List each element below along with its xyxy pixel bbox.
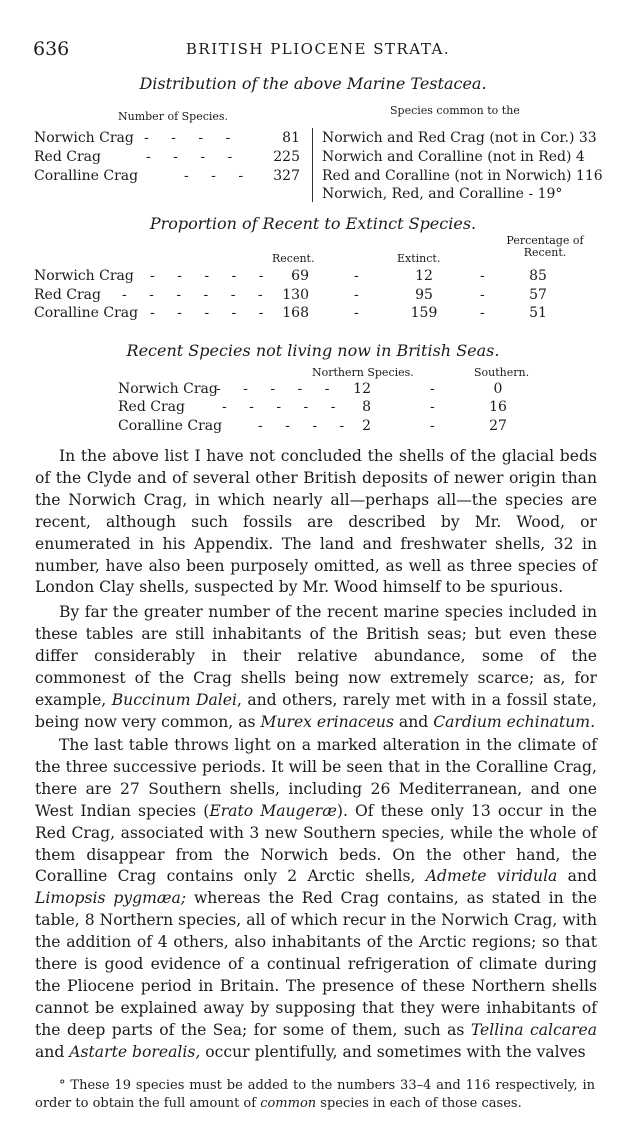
crag-name: Coralline Crag bbox=[34, 305, 139, 321]
body-paragraph bbox=[35, 602, 597, 733]
running-title: BRITISH PLIOCENE STRATA. bbox=[185, 40, 451, 58]
separator-dash: - bbox=[480, 287, 485, 303]
leader-dots: - - - bbox=[184, 168, 253, 184]
paragraph-text: The last table throws light on a marked alteration in the climate of the three successive periods. It will be seen that in the Coralline Crag, there are 27 Southern shells, including 26 Mediterranean, and one West Indian species (Erato Maugeræ). Of these only 13 occur in the Red Crag, associated with 3 new Southern species, while the whole of them disappear from the Norwich beds. On the other hand, the Coralline Crag contains only 2 Arctic shells, Admete viridula and Limopsis pygmæa; whereas the Red Crag contains, as stated in the table, 8 Northern species, all of which recur in the Norwich Crag, with the addition of 4 others, also inhabitants of the Arctic regions; so that there is good evidence of a continual refrigeration of climate during the Pliocene period in Britain. The presence of these Northern shells cannot be explained away by supposing that they were inhabitants of the deep parts of the Sea; for some of them, such as Tellina calcarea and Astarte borealis, occur plentifully, and sometimes with the valves bbox=[35, 736, 598, 1061]
common-species: Red and Coralline (not in Norwich) 116 bbox=[322, 168, 603, 184]
southern-count: 16 bbox=[489, 399, 507, 415]
page-number: 636 bbox=[33, 38, 70, 60]
northern-count: 12 bbox=[353, 381, 371, 397]
crag-name: Coralline Crag bbox=[34, 168, 139, 184]
recent-percentage: 57 bbox=[529, 287, 547, 303]
extinct-count: 12 bbox=[415, 268, 433, 284]
table1-right-header: Species common to the bbox=[390, 104, 520, 117]
body-paragraph bbox=[35, 446, 597, 599]
separator-dash: - bbox=[354, 287, 359, 303]
recent-percentage: 51 bbox=[529, 305, 547, 321]
extinct-count: 95 bbox=[415, 287, 433, 303]
paragraph-text: In the above list I have not concluded the shells of the glacial beds of the Clyde and of several other British deposits of newer origin than the Norwich Crag, in which nearly all—perhaps all—the species are recent, although such fossils are described by Mr. Wood, or enumerated in his Appendix. The land and freshwater shells, 32 in number, have also been purposely omitted, as well as three species of London Clay shells, suspected by Mr. Wood himself to be spurious. bbox=[35, 447, 597, 597]
table3-header-southern: Southern. bbox=[474, 366, 530, 379]
crag-name: Norwich Crag bbox=[34, 268, 134, 284]
separator-dash: - bbox=[480, 268, 485, 284]
southern-count: 0 bbox=[493, 381, 503, 397]
crag-name: Red Crag bbox=[34, 149, 101, 165]
southern-count: 27 bbox=[489, 418, 507, 434]
column-divider bbox=[312, 128, 313, 202]
table1-left-header: Number of Species. bbox=[118, 110, 229, 123]
recent-count: 130 bbox=[282, 287, 309, 303]
separator-dash: - bbox=[430, 418, 435, 434]
common-species: Norwich and Coralline (not in Red) 4 bbox=[322, 149, 585, 165]
species-name: Erato Maugeræ bbox=[209, 801, 337, 820]
leader-dots: - - - - bbox=[258, 418, 354, 434]
leader-dots: - - - - - bbox=[216, 381, 339, 397]
species-name: Buccinum Dalei bbox=[111, 690, 237, 709]
species-name: Tellina calcarea bbox=[470, 1020, 597, 1039]
table1-caption: Distribution of the above Marine Testacea. bbox=[139, 74, 487, 93]
table3-caption: Recent Species not living now in British Seas. bbox=[126, 341, 500, 360]
species-count: 327 bbox=[273, 168, 300, 184]
species-name: Cardium echinatum. bbox=[433, 712, 596, 731]
leader-dots: - - - - - bbox=[150, 305, 273, 321]
crag-name: Coralline Crag bbox=[118, 418, 223, 434]
species-name: Astarte borealis, bbox=[69, 1042, 201, 1061]
species-count: 225 bbox=[273, 149, 300, 165]
crag-name: Red Crag bbox=[118, 399, 185, 415]
paragraph-text: By far the greater number of the recent marine species included in these tables are still inhabitants of the British seas; but even these differ considerably in their relative abundance, some of the commonest of the Crag shells being now extremely scarce; as, for example, Buccinum Dalei, and others, rarely met with in a fossil state, being now very common, as Murex erinaceus and Cardium echinatum. bbox=[35, 603, 598, 731]
species-name: Limopsis pygmæa; bbox=[35, 889, 187, 908]
footnote-emphasis: common bbox=[260, 1096, 317, 1111]
separator-dash: - bbox=[354, 305, 359, 321]
species-name: Murex erinaceus bbox=[260, 712, 394, 731]
crag-name: Norwich Crag bbox=[34, 130, 134, 146]
species-count: 81 bbox=[282, 130, 300, 146]
species-name: Admete viridula bbox=[425, 867, 558, 886]
table2-header-percentage: Percentage of Recent. bbox=[506, 234, 584, 259]
leader-dots: - - - - bbox=[144, 130, 240, 146]
separator-dash: - bbox=[430, 381, 435, 397]
separator-dash: - bbox=[354, 268, 359, 284]
separator-dash: - bbox=[480, 305, 485, 321]
table2-caption: Proportion of Recent to Extinct Species. bbox=[149, 214, 477, 233]
common-species: Norwich and Red Crag (not in Cor.) 33 bbox=[322, 130, 597, 146]
recent-percentage: 85 bbox=[529, 268, 547, 284]
crag-name: Red Crag bbox=[34, 287, 101, 303]
leader-dots: - - - - - bbox=[222, 399, 345, 415]
extinct-count: 159 bbox=[410, 305, 438, 321]
separator-dash: - bbox=[430, 399, 435, 415]
northern-count: 8 bbox=[362, 399, 371, 415]
footnote: ° These 19 species must be added to the numbers 33–4 and 116 respectively, in order to obtain the full amount of common species in each of those cases. bbox=[35, 1078, 595, 1111]
page-header bbox=[33, 38, 603, 62]
table2-header-extinct: Extinct. bbox=[397, 252, 441, 265]
body-paragraph bbox=[35, 735, 597, 1064]
leader-dots: - - - - bbox=[146, 149, 242, 165]
table3-header-northern: Northern Species. bbox=[312, 366, 414, 379]
recent-count: 168 bbox=[282, 305, 309, 321]
recent-count: 69 bbox=[291, 268, 309, 284]
table1-extra-row: Norwich, Red, and Coralline - 19° bbox=[322, 186, 563, 202]
northern-count: 2 bbox=[362, 418, 371, 434]
table2-header-recent: Recent. bbox=[272, 252, 315, 265]
crag-name: Norwich Crag bbox=[118, 381, 218, 397]
leader-dots: - - - - - bbox=[150, 268, 273, 284]
leader-dots: - - - - - - bbox=[122, 287, 272, 303]
